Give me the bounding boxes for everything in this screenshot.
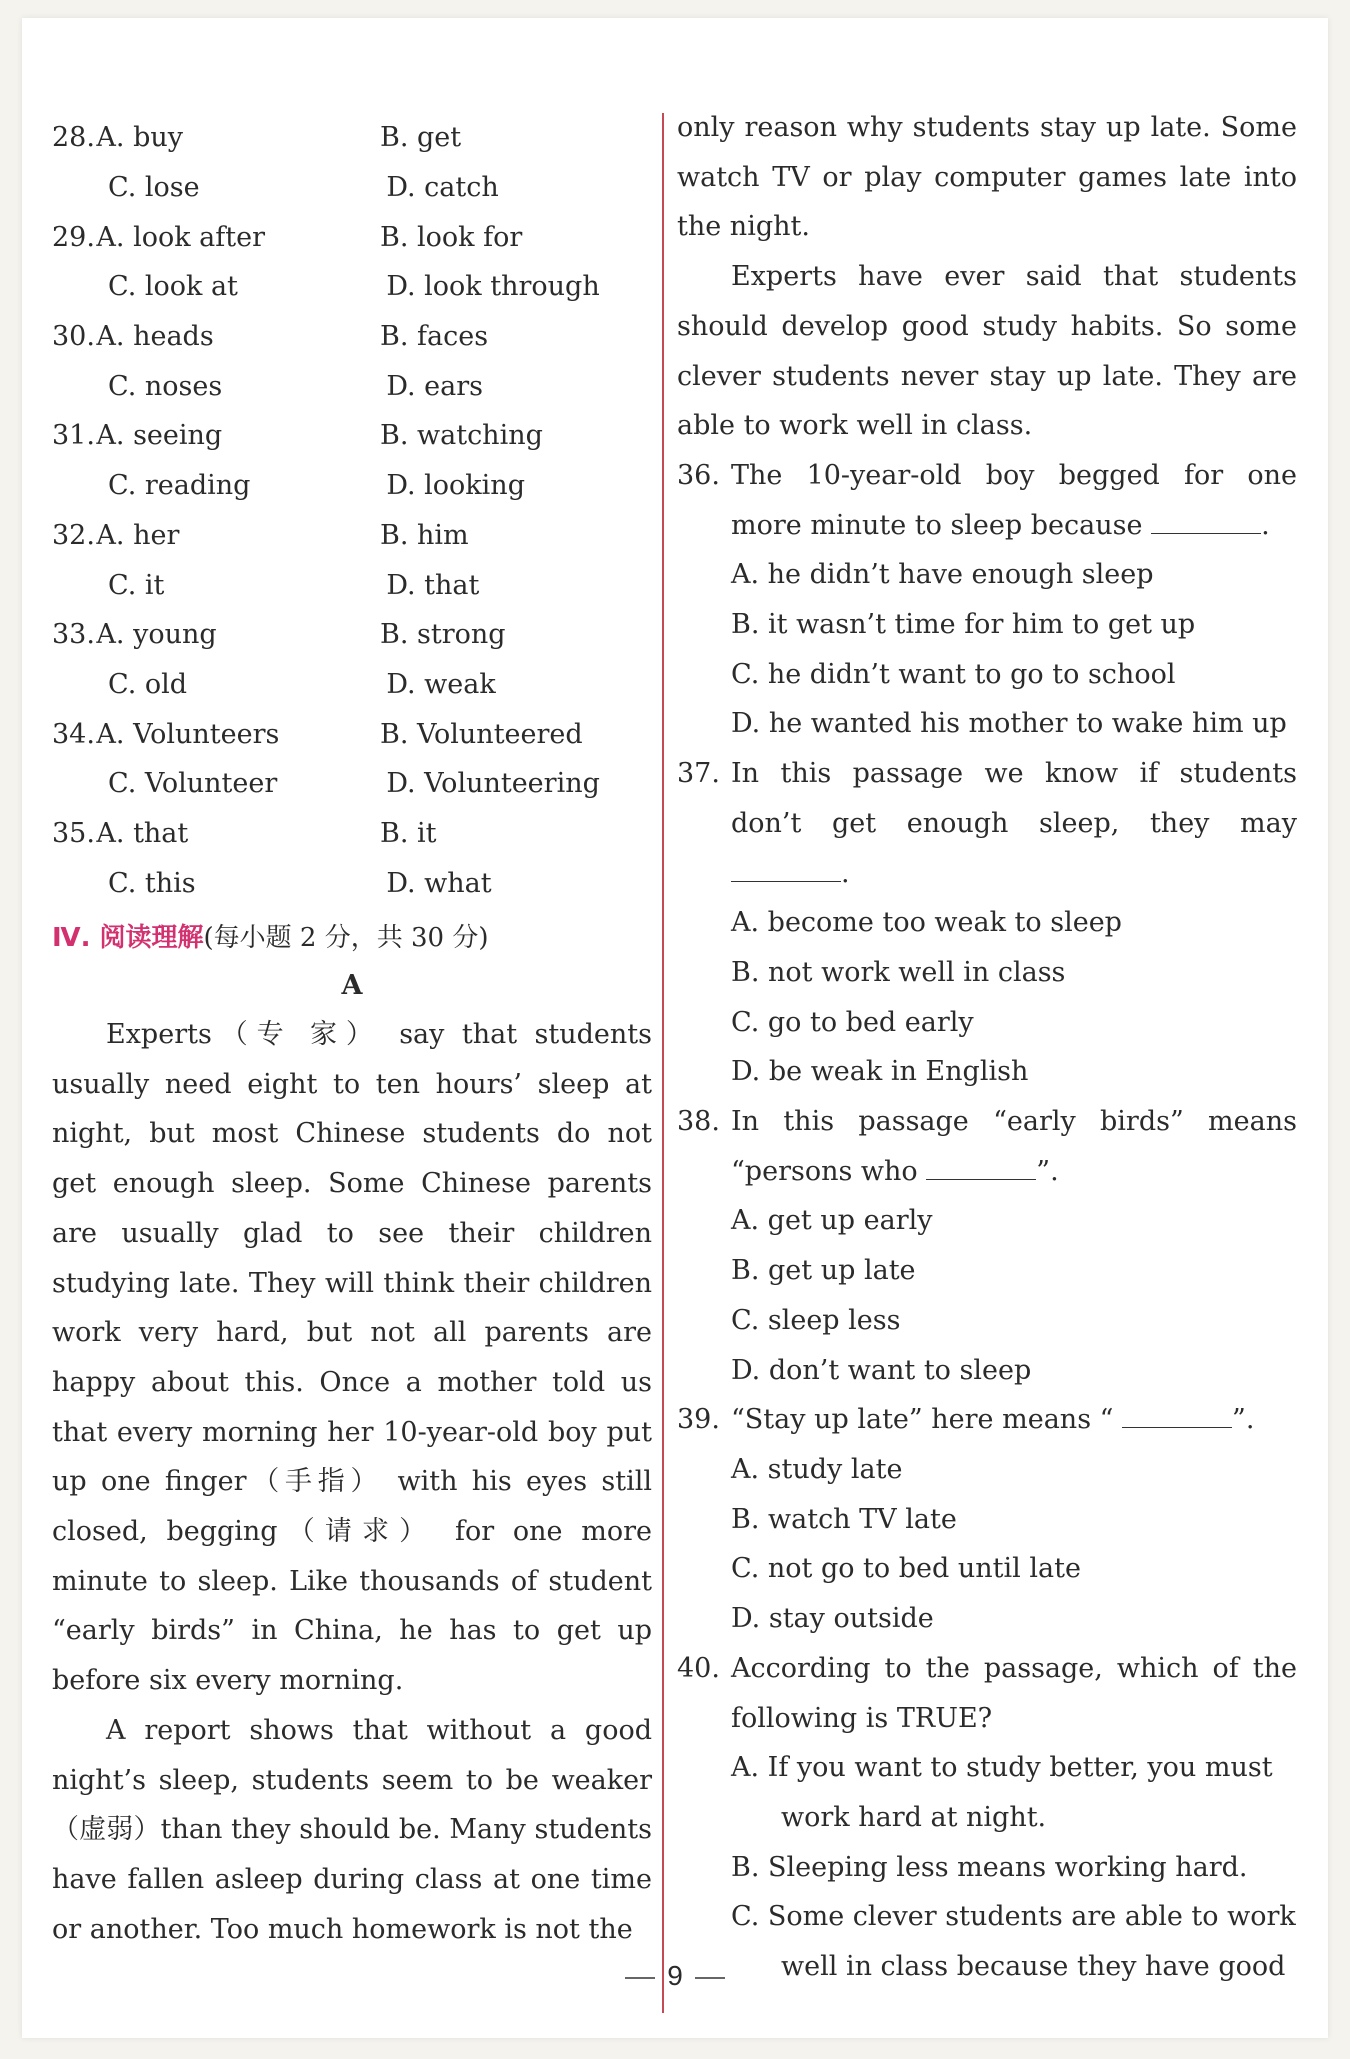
- question-number: 28.: [52, 122, 95, 154]
- answer-choice: B. not work well in class: [731, 956, 1066, 988]
- worksheet-page: [22, 18, 1328, 2038]
- question-number: 40.: [677, 1652, 720, 1684]
- option-d: D. looking: [386, 470, 525, 502]
- passage-paragraph-1: Experts（专 家） say that students usually need eight to ten hours’ sleep at night, but most Chinese students do not get enough sleep. Some Chinese parents are usually glad to see their children studying late. They will think their children work very hard, but not all parents are happy about this. Once a mother told us that every morning her 10-year-old boy put up one finger（手指） with his eyes still closed, begging（请求） for one more minute to sleep. Like thousands of student “early birds” in China, he has to get up before six every morning.: [52, 1019, 652, 1697]
- question-text: [731, 749, 1297, 898]
- option-d: D. weak: [386, 668, 496, 700]
- option-b: B. faces: [380, 321, 489, 353]
- option-row: [52, 461, 652, 511]
- option-c: C. reading: [108, 470, 251, 502]
- left-column: [52, 113, 652, 1954]
- option-b: B. get: [380, 122, 462, 154]
- answer-choice: B. get up late: [731, 1255, 916, 1287]
- option-a: A. buy: [96, 122, 183, 154]
- question-stem: [677, 749, 1297, 898]
- answer-choice: B. Sleeping less means working hard.: [731, 1851, 1248, 1883]
- option-b: B. it: [380, 817, 437, 849]
- option-a: A. young: [96, 619, 217, 651]
- right-column: [677, 103, 1297, 1992]
- question-text: [731, 451, 1297, 550]
- question-text: [731, 1395, 1297, 1445]
- option-d: D. ears: [386, 370, 484, 402]
- option-b: B. look for: [380, 221, 523, 253]
- options-block: [52, 113, 652, 908]
- answer-choice: A. become too weak to sleep: [731, 907, 1122, 939]
- page-number-text: 9: [667, 1960, 683, 1991]
- option-row: [52, 361, 652, 411]
- option-c: C. it: [108, 569, 165, 601]
- question: [677, 451, 1297, 749]
- answer-choice: C. sleep less: [731, 1304, 901, 1336]
- question: [677, 1395, 1297, 1644]
- answer-blank: [1122, 1401, 1232, 1428]
- option-d: D. Volunteering: [386, 768, 600, 800]
- option-row: [52, 560, 652, 610]
- option-c: C. Volunteer: [108, 768, 278, 800]
- answer-choice: D. stay outside: [731, 1603, 934, 1635]
- option-c: C. old: [108, 668, 188, 700]
- passage-text: [52, 1010, 652, 1954]
- page-number: [22, 1960, 1328, 1992]
- option-c: C. look at: [108, 271, 238, 303]
- passage-paragraph-3: Experts have ever said that students should develop good study habits. So some clever students never stay up late. They are able to work well in class.: [677, 261, 1297, 442]
- option-row: [52, 262, 652, 312]
- option-row: [52, 163, 652, 213]
- question-text-before: According to the passage, which of the following is TRUE?: [731, 1652, 1297, 1734]
- answer-choice: C. not go to bed until late: [731, 1553, 1081, 1585]
- answer-choice: D. don’t want to sleep: [731, 1354, 1032, 1386]
- question-number: 37.: [677, 758, 720, 790]
- question: [677, 749, 1297, 1097]
- question-number: 36.: [677, 459, 720, 491]
- option-c: C. this: [108, 867, 196, 899]
- answer-choice: D. he wanted his mother to wake him up: [731, 708, 1287, 740]
- answer-choice: A. he didn’t have enough sleep: [731, 559, 1154, 591]
- answer-choice: A. get up early: [731, 1205, 933, 1237]
- option-d: D. that: [386, 569, 480, 601]
- question-text-after: .: [1261, 509, 1270, 541]
- passage-letter: A: [341, 970, 363, 1001]
- answer-choice: C. he didn’t want to go to school: [731, 658, 1176, 690]
- option-d: D. what: [386, 867, 492, 899]
- option-b: B. Volunteered: [380, 718, 583, 750]
- option-b: B. watching: [380, 420, 543, 452]
- option-a: A. heads: [96, 321, 214, 353]
- question-text-after: .: [841, 857, 850, 889]
- option-row: [52, 809, 652, 859]
- question-number: 29.: [52, 221, 95, 253]
- question-number: 34.: [52, 718, 95, 750]
- option-row: [52, 610, 652, 660]
- option-a: A. her: [96, 519, 180, 551]
- question-text: [731, 1097, 1297, 1196]
- questions-list: [677, 451, 1297, 1992]
- passage-paragraph-2: A report shows that without a good night’s sleep, students seem to be weaker（虚弱）than they should be. Many students have fallen asleep during class at one time or another. Too much homework is not the: [52, 1714, 652, 1945]
- option-a: A. seeing: [96, 420, 223, 452]
- page-number-dash-right: [695, 1977, 725, 1979]
- question-text-before: In this passage “early birds” means “persons who: [731, 1106, 1297, 1187]
- option-c: C. noses: [108, 370, 223, 402]
- answer-choice: C. Some clever students are able to work well in class because they have good: [731, 1901, 1296, 1983]
- option-d: D. look through: [386, 271, 600, 303]
- option-b: B. strong: [380, 619, 506, 651]
- option-d: D. catch: [386, 172, 499, 204]
- passage-continued: only reason why students stay up late. Some watch TV or play computer games late into the night.: [677, 112, 1297, 243]
- option-row: [52, 660, 652, 710]
- option-row: [52, 212, 652, 262]
- question-stem: [677, 1395, 1297, 1445]
- question-number: 38.: [677, 1106, 720, 1138]
- question-text-before: The 10-year-old boy begged for one more minute to sleep because: [731, 459, 1297, 541]
- question-text-after: ”.: [1036, 1155, 1059, 1187]
- question-number: 35.: [52, 817, 95, 849]
- question-number: 32.: [52, 519, 95, 551]
- question-text: [731, 1644, 1297, 1743]
- question-text-after: ”.: [1232, 1404, 1255, 1436]
- option-row: [52, 113, 652, 163]
- answer-blank: [1151, 507, 1261, 534]
- question-stem: [677, 451, 1297, 550]
- question-text-before: In this passage we know if students don’t get enough sleep, they may: [731, 758, 1297, 839]
- question-text-before: “Stay up late” here means “: [731, 1404, 1114, 1436]
- option-row: [52, 759, 652, 809]
- option-row: [52, 511, 652, 561]
- option-a: A. Volunteers: [96, 718, 280, 750]
- answer-choice: B. watch TV late: [731, 1503, 957, 1535]
- question-number: 31.: [52, 420, 95, 452]
- question-stem: [677, 1644, 1297, 1743]
- column-divider: [662, 113, 664, 2013]
- option-row: [52, 709, 652, 759]
- question-number: 30.: [52, 321, 95, 353]
- option-a: A. that: [96, 817, 189, 849]
- section-title-text: Ⅳ. 阅读理解: [52, 923, 204, 953]
- answer-choice: A. study late: [731, 1453, 903, 1485]
- option-b: B. him: [380, 519, 469, 551]
- option-row: [52, 411, 652, 461]
- question-number: 33.: [52, 619, 95, 651]
- option-a: A. look after: [96, 221, 265, 253]
- option-row: [52, 312, 652, 362]
- answer-blank: [926, 1153, 1036, 1180]
- question-number: 39.: [677, 1404, 720, 1436]
- question-stem: [677, 1097, 1297, 1196]
- answer-choice: D. be weak in English: [731, 1056, 1029, 1088]
- answer-choice: A. If you want to study better, you must work hard at night.: [731, 1752, 1273, 1833]
- section-title: [52, 914, 652, 962]
- answer-choice: B. it wasn’t time for him to get up: [731, 609, 1196, 641]
- option-c: C. lose: [108, 172, 200, 204]
- option-row: [52, 858, 652, 908]
- page-number-dash-left: [625, 1977, 655, 1979]
- answer-blank: [731, 855, 841, 882]
- section-note: (每小题 2 分，共 30 分): [203, 923, 489, 953]
- answer-choice: C. go to bed early: [731, 1006, 974, 1038]
- question: [677, 1644, 1297, 1992]
- question: [677, 1097, 1297, 1395]
